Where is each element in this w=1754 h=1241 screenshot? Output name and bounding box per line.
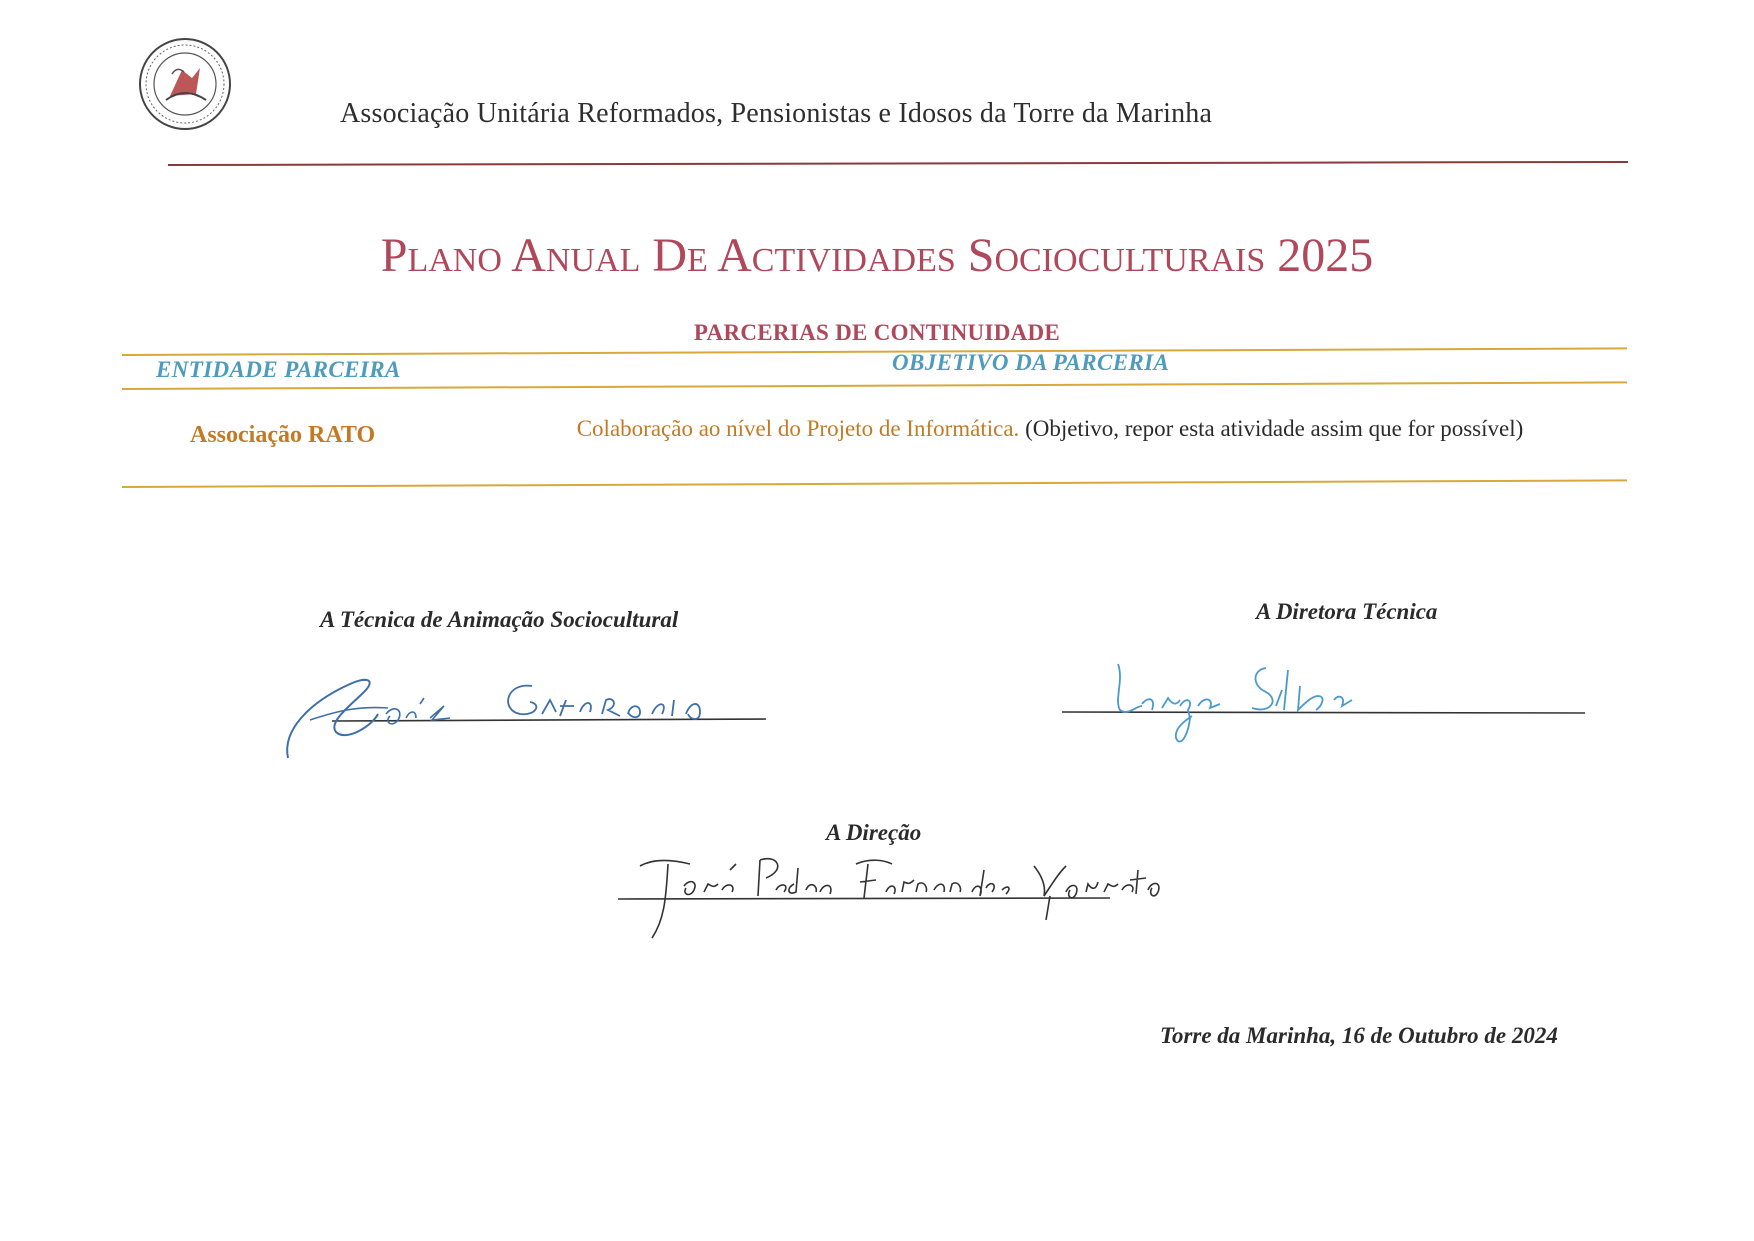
signature-direction — [610, 840, 1230, 960]
objective-note: (Objetivo, repor esta atividade assim que for possível) — [1019, 416, 1524, 441]
signature-animation-technician — [280, 640, 780, 770]
organization-name: Associação Unitária Reformados, Pensionistas e Idosos da Torre da Marinha — [340, 98, 1213, 129]
place-and-date: Torre da Marinha, 16 de Outubro de 2024 — [1160, 1023, 1558, 1048]
section-title: PARCERIAS DE CONTINUIDADE — [693, 320, 1061, 345]
document-title: Plano Anual De Actividades Socioculturais 2025 — [380, 229, 1374, 282]
table-top-rule — [122, 347, 1627, 356]
column-header-objective: OBJETIVO DA PARCERIA — [892, 350, 1170, 375]
association-logo-seal — [130, 34, 240, 134]
table-row-objective — [515, 412, 1585, 445]
objective-highlight: Colaboração ao nível do Projeto de Informática. — [576, 416, 1020, 441]
signature-title-animation: A Técnica de Animação Sociocultural — [320, 607, 679, 632]
signature-technical-director — [1050, 640, 1600, 770]
column-header-entity: ENTIDADE PARCEIRA — [156, 357, 401, 382]
table-bottom-rule — [122, 479, 1627, 488]
header-divider — [168, 161, 1628, 166]
table-row-entity: Associação RATO — [190, 422, 376, 448]
signature-title-director: A Diretora Técnica — [1256, 599, 1438, 624]
signature-title-direction: A Direção — [826, 820, 922, 845]
